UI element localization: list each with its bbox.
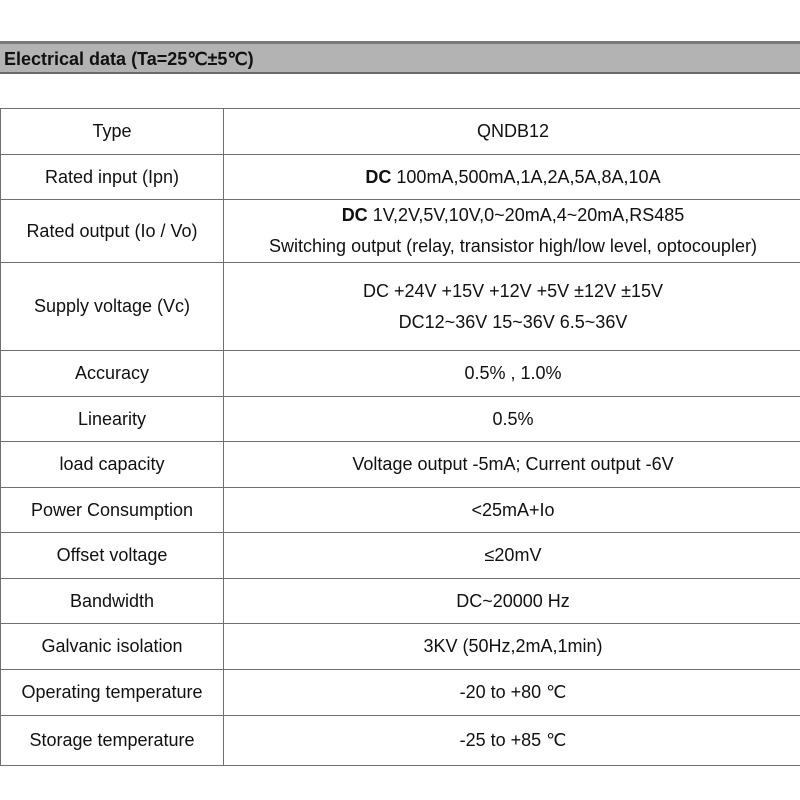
value-text: Voltage output -5mA; Current output -6V — [352, 454, 674, 474]
value-text: DC12~36V 15~36V 6.5~36V — [398, 311, 628, 332]
row-value — [224, 155, 800, 200]
table-body — [1, 109, 800, 766]
row-value — [224, 263, 800, 351]
row-value — [224, 397, 800, 442]
dc-prefix: DC — [341, 205, 368, 225]
value-line — [224, 495, 800, 526]
row-label: Storage temperature — [1, 716, 224, 766]
value-line — [224, 231, 800, 262]
row-value — [224, 533, 800, 579]
row-label: Operating temperature — [1, 670, 224, 716]
row-value — [224, 579, 800, 624]
value-line — [224, 586, 800, 617]
value-text: 3KV (50Hz,2mA,1min) — [423, 636, 603, 656]
value-text: 0.5% , 1.0% — [464, 363, 562, 383]
row-label: Power Consumption — [1, 488, 224, 533]
table-row — [1, 670, 800, 716]
row-label: Type — [1, 109, 224, 155]
value-line — [224, 162, 800, 193]
table-row — [1, 200, 800, 263]
table-row — [1, 533, 800, 579]
value-text: 1V,2V,5V,10V,0~20mA,4~20mA,RS485 — [367, 205, 685, 225]
row-value — [224, 624, 800, 670]
value-text: <25mA+Io — [471, 499, 555, 520]
value-line — [224, 631, 800, 662]
row-label: Galvanic isolation — [1, 624, 224, 670]
row-value — [224, 109, 800, 155]
value-text: -20 to +80 ℃ — [459, 682, 567, 702]
table-row — [1, 488, 800, 533]
row-label: Bandwidth — [1, 579, 224, 624]
row-label: Rated input (Ipn) — [1, 155, 224, 200]
value-text: 0.5% — [492, 408, 534, 429]
section-title: Electrical data (Ta=25℃±5℃) — [4, 49, 254, 69]
row-label: Offset voltage — [1, 533, 224, 579]
table-row — [1, 109, 800, 155]
electrical-data-table — [0, 108, 800, 766]
value-line — [224, 677, 800, 708]
row-value — [224, 200, 800, 263]
value-text: DC +24V +15V +12V +5V ±12V ±15V — [363, 280, 663, 301]
value-text: Switching output (relay, transistor high/low level, optocoupler) — [269, 236, 757, 256]
row-label: load capacity — [1, 442, 224, 488]
value-text: 100mA,500mA,1A,2A,5A,8A,10A — [391, 166, 661, 187]
table-row — [1, 263, 800, 351]
row-value — [224, 351, 800, 397]
table-row — [1, 442, 800, 488]
dc-prefix: DC — [365, 166, 392, 187]
value-line — [224, 307, 800, 338]
table-row — [1, 579, 800, 624]
value-text: DC~20000 Hz — [456, 590, 570, 611]
value-line — [224, 358, 800, 389]
value-line — [224, 276, 800, 307]
table-row — [1, 155, 800, 200]
value-text: ≤20mV — [484, 545, 542, 565]
table-row — [1, 351, 800, 397]
value-line — [224, 404, 800, 435]
row-value — [224, 442, 800, 488]
value-text: -25 to +85 ℃ — [459, 730, 567, 750]
row-label: Accuracy — [1, 351, 224, 397]
row-label: Supply voltage (Vc) — [1, 263, 224, 351]
table-row — [1, 397, 800, 442]
value-line — [224, 725, 800, 756]
row-value — [224, 488, 800, 533]
value-line — [224, 540, 800, 571]
table-row — [1, 624, 800, 670]
row-value — [224, 670, 800, 716]
value-line — [224, 200, 800, 231]
table-row — [1, 716, 800, 766]
section-header — [0, 41, 800, 74]
value-line — [224, 449, 800, 480]
row-label: Rated output (Io / Vo) — [1, 200, 224, 263]
row-label: Linearity — [1, 397, 224, 442]
value-text: QNDB12 — [476, 121, 550, 141]
row-value — [224, 716, 800, 766]
value-line — [224, 116, 800, 147]
